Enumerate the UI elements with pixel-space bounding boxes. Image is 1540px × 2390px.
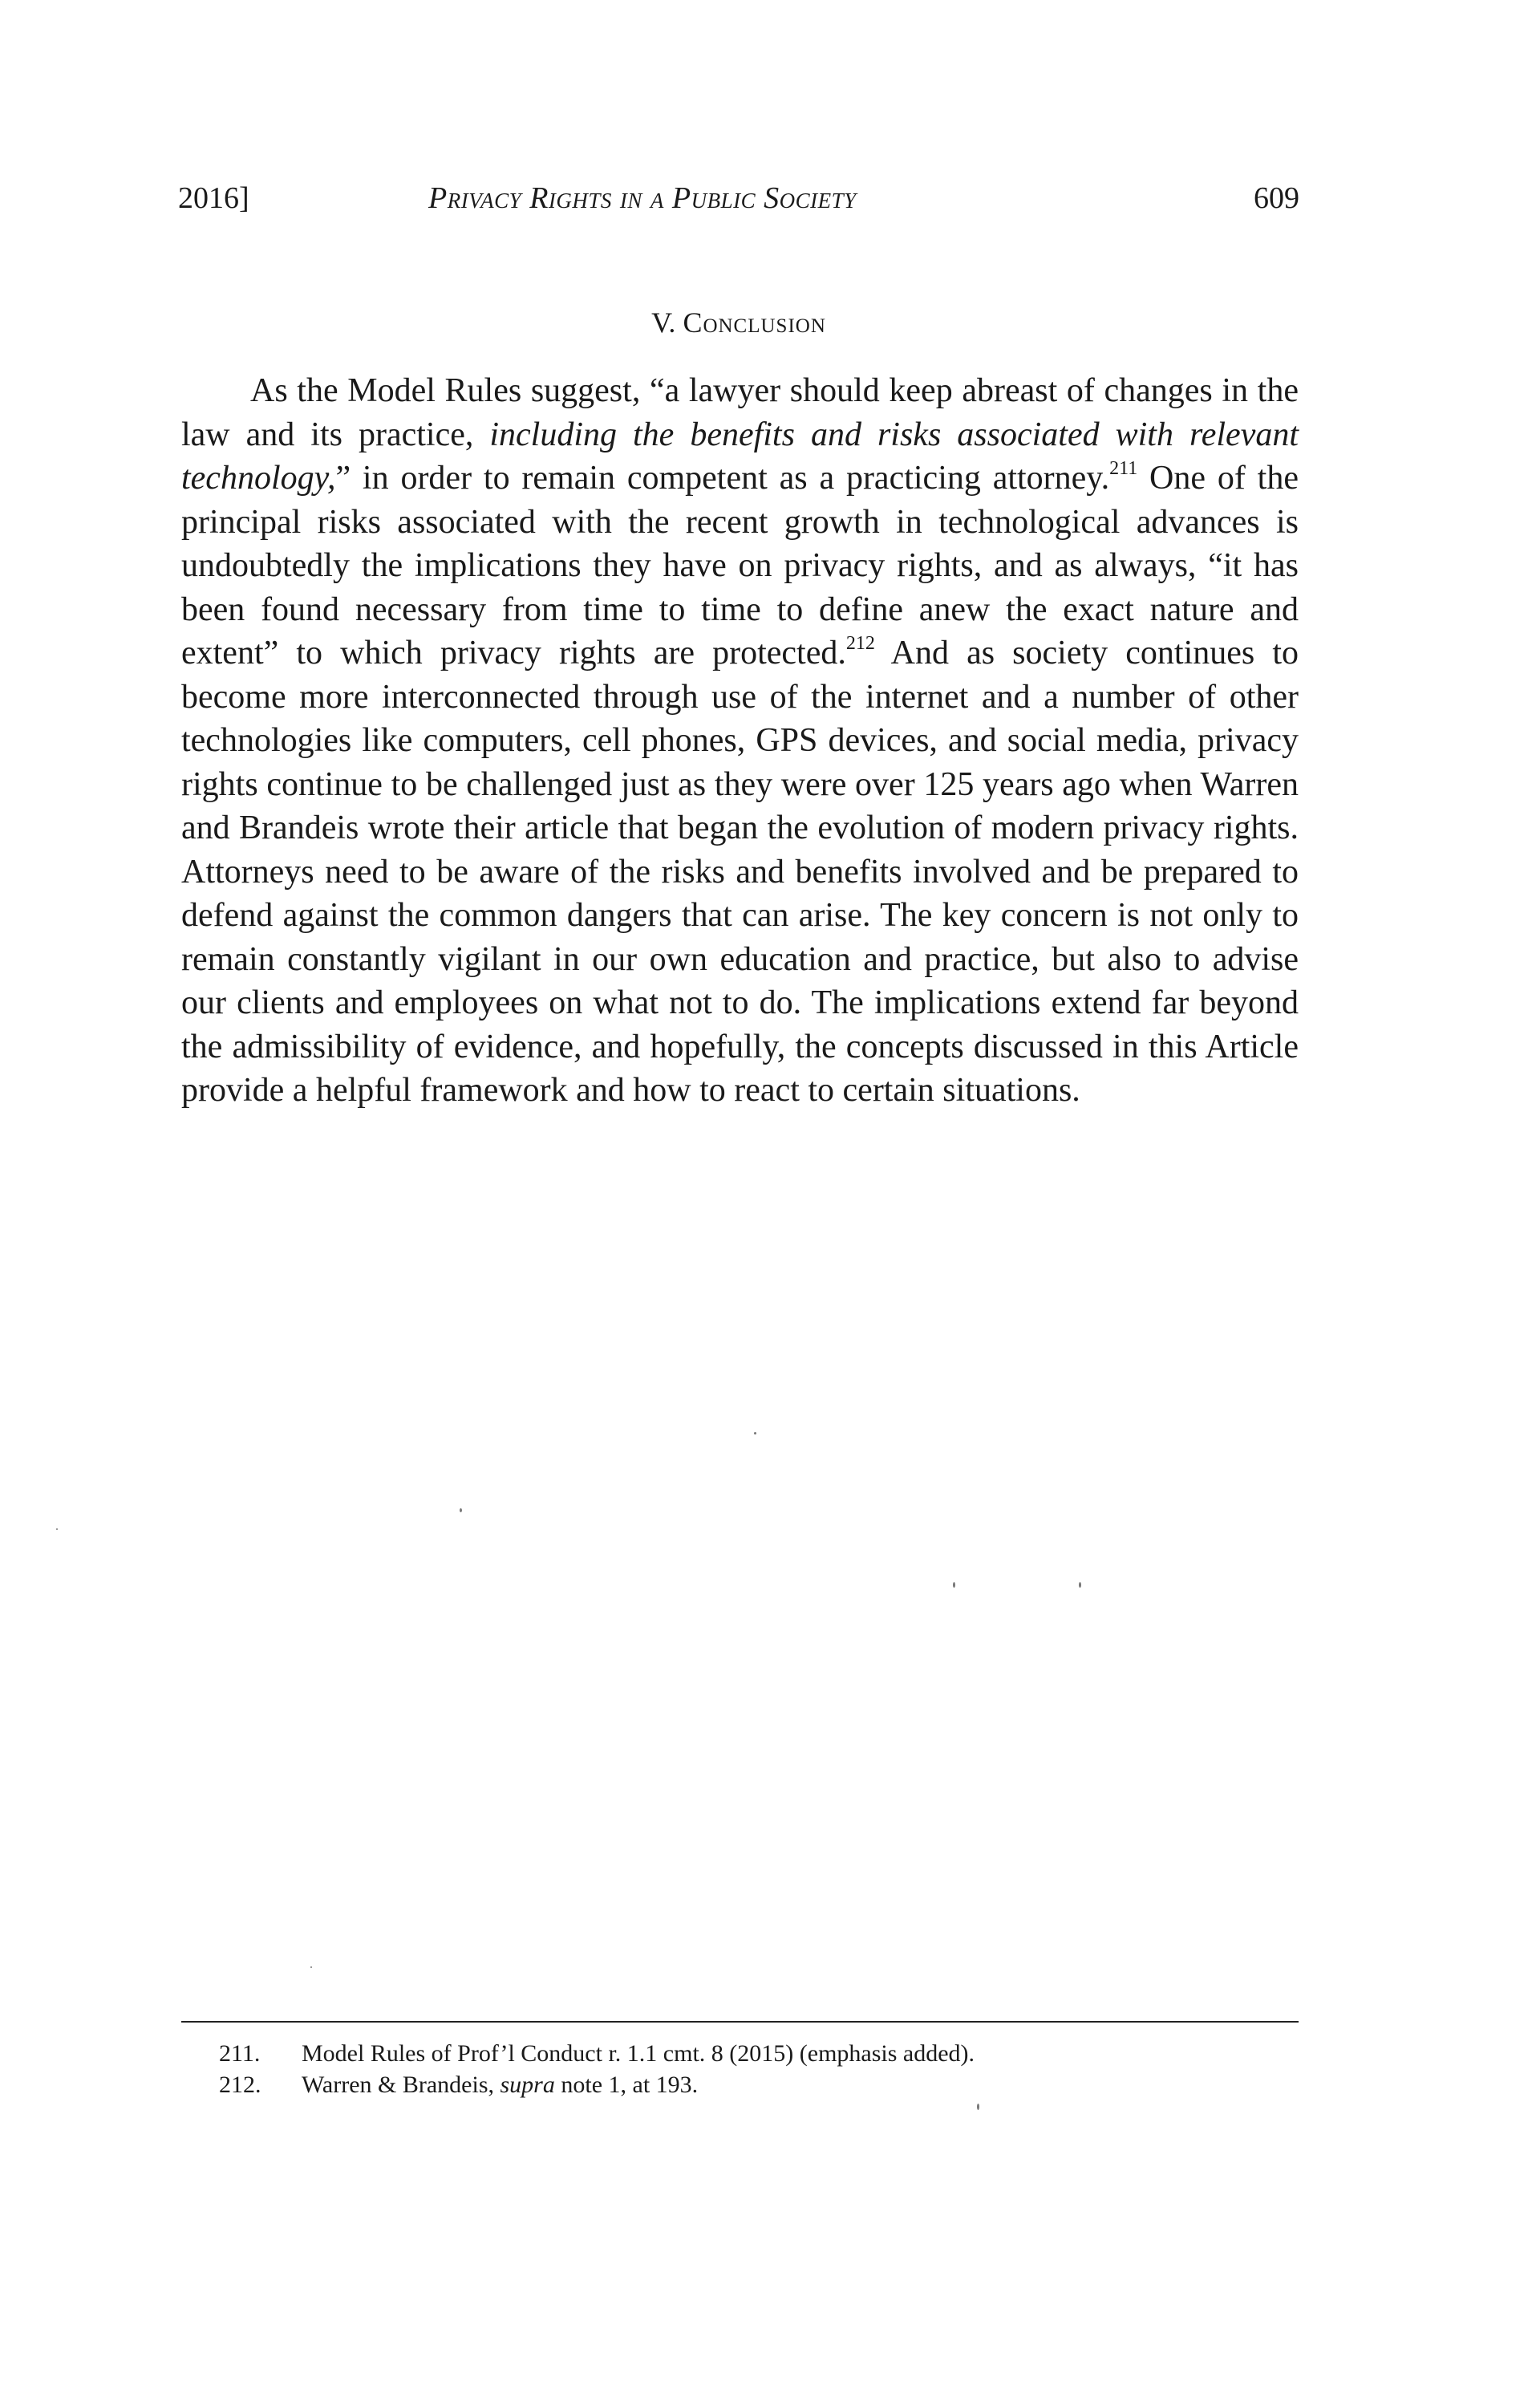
body-quoted-emphasis: including the benefits and risks associated with relevant technology, bbox=[181, 416, 1299, 497]
footnote-text-before: Warren & Brandeis, bbox=[302, 2071, 500, 2098]
scan-speck bbox=[977, 2104, 979, 2110]
section-title: Conclusion bbox=[683, 306, 826, 339]
scan-speck bbox=[1079, 1582, 1081, 1588]
scan-speck bbox=[310, 1966, 312, 1968]
footnote-text: Model Rules of Prof’l Conduct r. 1.1 cmt. 8 (2015) (emphasis added). bbox=[302, 2040, 975, 2067]
footnote-212 bbox=[181, 2069, 1299, 2100]
footnote-text bbox=[302, 2069, 698, 2100]
scan-speck bbox=[56, 1528, 58, 1530]
section-heading bbox=[178, 303, 1299, 342]
footnote-divider bbox=[181, 2021, 1299, 2023]
footnote-ref-212[interactable]: 212 bbox=[845, 633, 875, 654]
footnote-number: 212. bbox=[219, 2071, 261, 2098]
footnote-ref-211[interactable]: 211 bbox=[1109, 458, 1138, 479]
footnote-supra: supra bbox=[500, 2071, 555, 2098]
conclusion-paragraph bbox=[181, 369, 1299, 1113]
header-year: 2016] bbox=[178, 181, 249, 215]
footnote-text-after: note 1, at 193. bbox=[554, 2071, 699, 2098]
body-sentence-2: One of the principal risks associated with the recent growth in technological advances is undoubtedly the implications they have on privacy rights, and as always, “it has been found necessary from time to time to define anew the exact nature and extent” to which privacy rights are protected. bbox=[181, 460, 1299, 672]
section-number: V. bbox=[651, 306, 676, 339]
footnotes-section bbox=[181, 2038, 1299, 2100]
body-sentence-1-start: As the Model Rules suggest, “a lawyer should keep abreast of changes in the law and its practice, bbox=[181, 372, 1299, 453]
header-page-number: 609 bbox=[1254, 181, 1299, 215]
body-sentence-3: And as society continues to become more interconnected through use of the internet and a number of other technologies like computers, cell phones, GPS devices, and social media, privacy rights continue to be challenged just as they were over 125 years ago when Warren and Brandeis wrote their article that began the evolution of modern privacy rights. Attorneys need to be aware of the risks and benefits involved and be prepared to defend against the common dangers that can arise. The key concern is not only to remain constantly vigilant in our own education and practice, but also to advise our clients and employees on what not to do. The implications extend far beyond the admissibility of evidence, and hopefully, the concepts discussed in this Article provide a helpful framework and how to react to certain situations. bbox=[181, 635, 1299, 1109]
body-sentence-1-end: ” in order to remain competent as a practicing attorney. bbox=[335, 460, 1110, 497]
footnote-211 bbox=[181, 2038, 1299, 2069]
header-journal-title: Privacy Rights in a Public Society bbox=[428, 181, 857, 215]
scan-speck bbox=[460, 1508, 462, 1512]
scan-speck bbox=[953, 1582, 955, 1588]
footnote-number: 211. bbox=[219, 2040, 261, 2067]
scan-speck bbox=[754, 1432, 756, 1434]
running-header bbox=[178, 178, 1299, 218]
